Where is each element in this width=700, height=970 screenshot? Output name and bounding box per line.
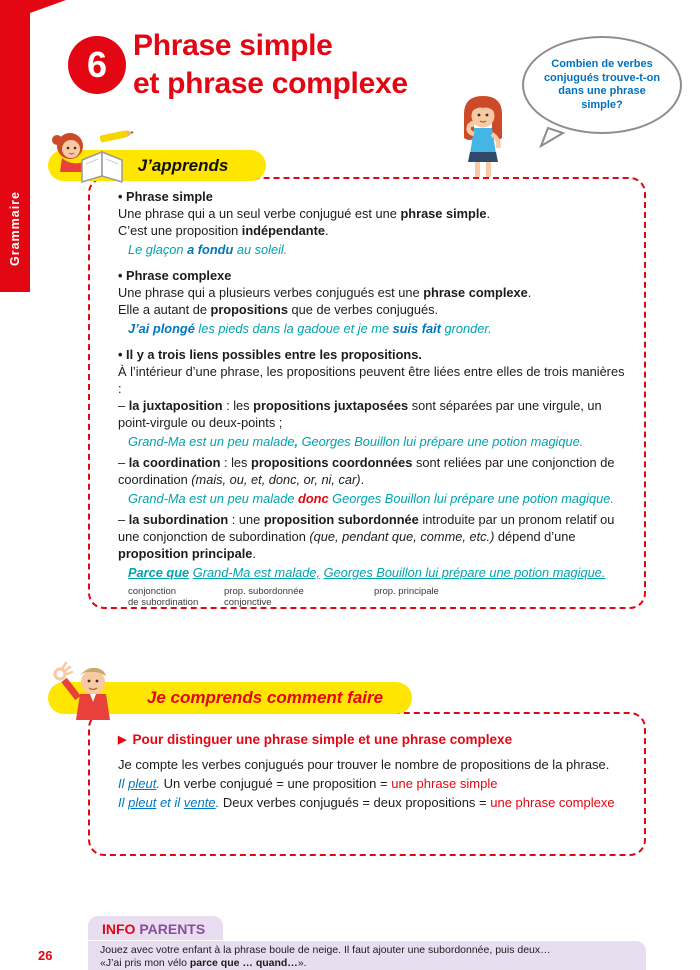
- lesson-box: [88, 177, 646, 609]
- method-example-simple: Il pleut. Un verbe conjugué = une proposition = une phrase simple: [118, 776, 498, 791]
- info-parents-line: «J’ai pris mon vélo parce que … quand…».: [100, 956, 307, 969]
- section-trois-liens: [118, 346, 628, 609]
- corner-accent: [30, 0, 66, 13]
- page-title: [133, 27, 408, 103]
- lesson-line: Une phrase qui a un seul verbe conjugué est une phrase simple.: [118, 206, 491, 221]
- example-sentence: Le glaçon a fondu au soleil.: [128, 242, 288, 257]
- method-box: [88, 712, 646, 856]
- lesson-number: 6: [86, 44, 108, 85]
- speech-bubble-tail: [538, 126, 568, 148]
- lesson-line: Elle a autant de propositions que de verbes conjugués.: [118, 302, 439, 317]
- lesson-line-juxtaposition: – la juxtaposition : les propositions juxtaposées sont séparées par une virgule, un point-virgule ou deux-points ;: [118, 398, 602, 430]
- method-example-complexe: Il pleut et il vente. Deux verbes conjugués = deux propositions = une phrase complexe: [118, 795, 615, 810]
- title-line-1: Phrase simple: [133, 29, 333, 62]
- thinking-girl-mascot-icon: [448, 90, 518, 185]
- lesson-number-badge: [68, 36, 126, 94]
- section-heading: • Phrase simple: [118, 189, 213, 204]
- section-sidebar: [0, 0, 30, 292]
- annotation-conjonction: conjonction de subordination: [128, 586, 199, 608]
- info-parents-line: Jouez avec votre enfant à la phrase boule de neige. Il faut ajouter une subordonnée, puis deux…: [100, 944, 551, 956]
- banner-je-comprends-label: Je comprends comment faire: [146, 688, 384, 707]
- lesson-line: À l’intérieur d’une phrase, les propositions peuvent être liées entre elles de trois manières :: [118, 364, 625, 396]
- ok-boy-mascot-icon: [46, 660, 131, 722]
- section-heading: • Il y a trois liens possibles entre les propositions.: [118, 347, 422, 362]
- info-parents-body: [88, 941, 646, 970]
- lesson-line-subordination: – la subordination : une proposition subordonnée introduite par un pronom relatif ou une conjonction de subordination (que, pendant que, comme, etc.) dépend d’une proposition principale.: [118, 512, 615, 561]
- lesson-line: Une phrase qui a plusieurs verbes conjugués est une phrase complexe.: [118, 285, 532, 300]
- page-number: 26: [38, 948, 53, 963]
- method-line: Je compte les verbes conjugués pour trouver le nombre de propositions de la phrase.: [118, 757, 610, 772]
- info-parents-tab: [88, 916, 223, 940]
- triangle-bullet-icon: ▶: [118, 734, 127, 746]
- reading-girl-mascot-icon: [40, 126, 135, 184]
- example-sentence: Grand-Ma est un peu malade donc Georges Bouillon lui prépare une potion magique.: [128, 491, 614, 506]
- example-sentence: J’ai plongé les pieds dans la gadoue et je me suis fait gronder.: [128, 321, 492, 336]
- example-sentence-annotated: Parce que Grand-Ma est malade, Georges Bouillon lui prépare une potion magique.: [128, 565, 606, 580]
- section-phrase-simple: [118, 188, 628, 258]
- lesson-line: C’est une proposition indépendante.: [118, 223, 329, 238]
- lesson-line-coordination: – la coordination : les propositions coordonnées sont reliées par une conjonction de coordination (mais, ou, et, donc, or, ni, car).: [118, 455, 615, 487]
- banner-japprends-label: J’apprends: [137, 155, 229, 175]
- section-label: Grammaire: [8, 190, 22, 266]
- info-label: INFO: [102, 921, 136, 937]
- speech-bubble-text: Combien de verbes conjugués trouve-t-on dans une phrase simple?: [543, 58, 661, 111]
- speech-bubble: [522, 36, 682, 134]
- section-phrase-complexe: [118, 267, 628, 337]
- title-line-2: et phrase complexe: [133, 67, 408, 100]
- example-sentence: Grand-Ma est un peu malade, Georges Bouillon lui prépare une potion magique.: [128, 434, 584, 449]
- parents-label: PARENTS: [139, 921, 206, 937]
- method-heading: ▶ Pour distinguer une phrase simple et une phrase complexe: [118, 732, 513, 747]
- annotation-principale: prop. principale: [374, 586, 439, 597]
- section-heading: • Phrase complexe: [118, 268, 232, 283]
- annotation-subordonnee: prop. subordonnée conjonctive: [224, 586, 304, 608]
- example-annotations: [128, 585, 628, 609]
